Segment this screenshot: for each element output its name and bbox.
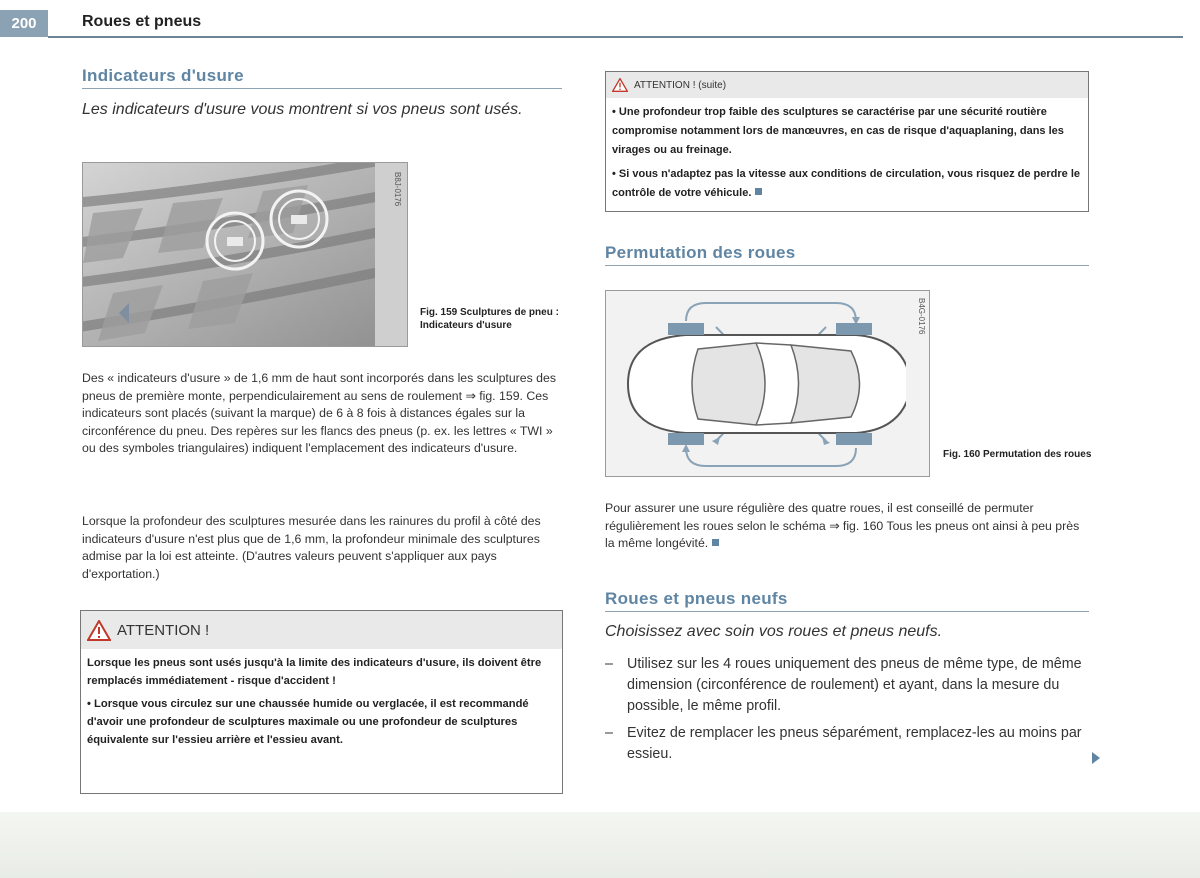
warning-continued-title: ATTENTION ! (suite) — [634, 79, 727, 91]
new-tires-list — [605, 654, 1089, 771]
end-square-icon — [755, 188, 762, 195]
warning-triangle-icon — [87, 620, 111, 641]
section-rule — [82, 88, 562, 89]
warning-bullet: • Lorsque vous circulez sur une chaussée humide ou verglacée, il est recommandé d'avoir une profondeur de sculptures maximale ou une profondeur de sculptures équivalente sur l'essieu arrière et l'essieu avant. — [87, 698, 529, 746]
warning-text: Lorsque les pneus sont usés jusqu'à la limite des indicateurs d'usure, ils doivent être remplacés immédiatement - risque d'accident ! — [87, 657, 542, 687]
warning-box — [80, 610, 563, 794]
end-square-icon — [712, 539, 719, 546]
list-item: – Utilisez sur les 4 roues uniquement des pneus de même type, de même dimension (circonférence de roulement) et ayant, dans la mesure du possible, le même profil. — [605, 654, 1089, 717]
header-rule — [48, 36, 1183, 38]
warning-triangle-icon — [612, 78, 628, 92]
page-bottom-band — [0, 812, 1200, 878]
section-intro: Choisissez avec soin vos roues et pneus neufs. — [605, 623, 943, 640]
section-intro: Les indicateurs d'usure vous montrent si vos pneus sont usés. — [82, 101, 523, 118]
figure-code: B4G-0176 — [917, 298, 926, 335]
figure-caption-159: Fig. 159 Sculptures de pneu : Indicateurs d'usure — [420, 307, 559, 331]
page-number: 200 — [0, 10, 48, 37]
warning-bullet: • Si vous n'adaptez pas la vitesse aux conditions de circulation, vous risquez de perdre le contrôle de votre véhicule. — [612, 168, 1080, 199]
paragraph-wheel-rotation — [605, 500, 1090, 553]
list-item: – Evitez de remplacer les pneus séparément, remplacez-les au moins par essieu. — [605, 723, 1089, 765]
paragraph-minimum-depth: Lorsque la profondeur des sculptures mesurée dans les rainures du profil à côté des indicateurs d'usure n'est plus que de 1,6 mm, la profondeur minimale des sculptures admise par la loi est atteinte. (D'autres valeurs peuvent s'appliquer aux pays d'exportation.) — [82, 514, 541, 581]
figure-code: B8J-0176 — [393, 172, 402, 207]
section-rule — [605, 265, 1089, 266]
section-title-new-tires: Roues et pneus neufs — [605, 589, 788, 608]
warning-continued-body — [606, 98, 1088, 208]
warning-header — [81, 611, 562, 649]
warning-continued-header — [606, 72, 1088, 98]
tire-tread-illustration — [83, 163, 408, 347]
section-title-wheel-rotation: Permutation des roues — [605, 243, 796, 262]
tire-tread-figure — [82, 162, 408, 347]
chapter-title: Roues et pneus — [82, 13, 202, 30]
warning-bullet: • Une profondeur trop faible des sculptures se caractérise par une sécurité routière compromise notamment lors de manœuvres, en cas de risque d'aquaplaning, dans les virages ou au freinage. — [612, 106, 1064, 156]
car-top-view-illustration — [606, 291, 930, 477]
continue-arrow-icon — [1092, 752, 1100, 764]
warning-body — [81, 649, 562, 754]
section-rule — [605, 611, 1089, 612]
figure-caption-160: Fig. 160 Permutation des roues — [943, 449, 1092, 460]
paragraph-wear-indicators: Des « indicateurs d'usure » de 1,6 mm de haut sont incorporés dans les sculptures des pneus de première monte, perpendiculairement au sens de roulement ⇒ fig. 159. Ces indicateurs sont placés (suivant la marque) de 6 à 8 fois à distances égales sur la circonférence du pneu. Des repères sur les flancs des pneus (p. ex. les lettres « TWI » ou des symboles triangulaires) indiquent l'emplacement des indicateurs d'usure. — [82, 371, 556, 455]
section-title-wear-indicators: Indicateurs d'usure — [82, 66, 244, 85]
paragraph-text: Pour assurer une usure régulière des quatre roues, il est conseillé de permuter régulièrement les roues selon le schéma ⇒ fig. 160 Tous les pneus ont ainsi à peu près la même longévité. — [605, 501, 1080, 550]
warning-title: ATTENTION ! — [117, 621, 210, 639]
warning-continued-box — [605, 71, 1089, 212]
wheel-rotation-figure — [605, 290, 930, 477]
